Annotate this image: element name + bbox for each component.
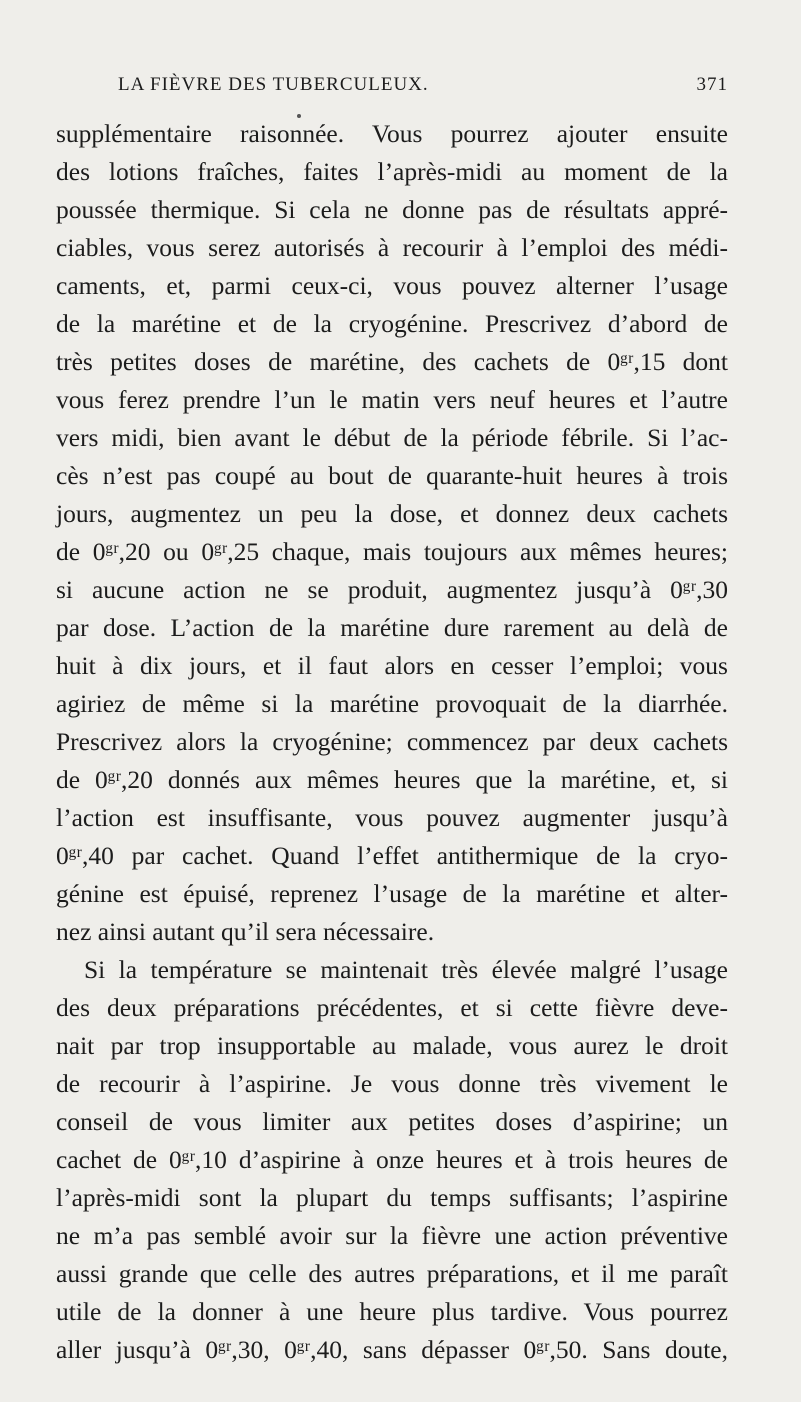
text-line: des deux préparations précédentes, et si cette fièvre deve- xyxy=(56,993,728,1022)
text-line: cachet de 0ᵍʳ,10 d’aspirine à onze heures et à trois heures de xyxy=(56,1145,728,1174)
text-line: caments, et, parmi ceux-ci, vous pouvez alterner l’usage xyxy=(56,271,728,300)
text-line: agiriez de même si la marétine provoquait de la diarrhée. xyxy=(56,689,728,718)
text-line: de 0ᵍʳ,20 donnés aux mêmes heures que la marétine, et, si xyxy=(56,765,728,794)
running-header xyxy=(118,74,728,104)
text-line: ne m’a pas semblé avoir sur la fièvre une action préventive xyxy=(56,1221,728,1250)
text-line: des lotions fraîches, faites l’après-midi au moment de la xyxy=(56,157,728,186)
text-line: génine est épuisé, reprenez l’usage de la marétine et alter- xyxy=(56,879,728,908)
text-line: huit à dix jours, et il faut alors en cesser l’emploi; vous xyxy=(56,651,728,680)
text-line: si aucune action ne se produit, augmentez jusqu’à 0ᵍʳ,30 xyxy=(56,575,728,604)
text-line: aller jusqu’à 0ᵍʳ,30, 0ᵍʳ,40, sans dépasser 0ᵍʳ,50. Sans doute, xyxy=(56,1335,728,1364)
text-line: ciables, vous serez autorisés à recourir à l’emploi des médi- xyxy=(56,233,728,262)
text-line: de la marétine et de la cryogénine. Prescrivez d’abord de xyxy=(56,309,728,338)
text-line: Prescrivez alors la cryogénine; commencez par deux cachets xyxy=(56,727,728,756)
text-line: très petites doses de marétine, des cachets de 0ᵍʳ,15 dont xyxy=(56,347,728,376)
text-line: Si la température se maintenait très élevée malgré l’usage xyxy=(84,955,728,984)
text-line: nait par trop insupportable au malade, vous aurez le droit xyxy=(56,1031,728,1060)
text-line: par dose. L’action de la marétine dure rarement au delà de xyxy=(56,613,728,642)
text-line: aussi grande que celle des autres préparations, et il me paraît xyxy=(56,1259,728,1288)
text-line: l’après-midi sont la plupart du temps suffisants; l’aspirine xyxy=(56,1183,728,1212)
text-line: supplémentaire raisonnée. Vous pourrez ajouter ensuite xyxy=(56,119,728,148)
text-line: nez ainsi autant qu’il sera nécessaire. xyxy=(56,917,435,946)
text-line: l’action est insuffisante, vous pouvez augmenter jusqu’à xyxy=(56,803,728,832)
text-line: utile de la donner à une heure plus tardive. Vous pourrez xyxy=(56,1297,728,1326)
text-line: 0ᵍʳ,40 par cachet. Quand l’effet antithermique de la cryo- xyxy=(56,841,728,870)
text-line: cès n’est pas coupé au bout de quarante-huit heures à trois xyxy=(56,461,728,490)
text-line: poussée thermique. Si cela ne donne pas de résultats appré- xyxy=(56,195,728,224)
text-line: de 0ᵍʳ,20 ou 0ᵍʳ,25 chaque, mais toujours aux mêmes heures; xyxy=(56,537,728,566)
page-number: 371 xyxy=(696,74,728,95)
text-line: jours, augmentez un peu la dose, et donnez deux cachets xyxy=(56,499,728,528)
text-line: vous ferez prendre l’un le matin vers neuf heures et l’autre xyxy=(56,385,728,414)
text-line: conseil de vous limiter aux petites doses d’aspirine; un xyxy=(56,1107,728,1136)
text-line: vers midi, bien avant le début de la période fébrile. Si l’ac- xyxy=(56,423,728,452)
text-line: de recourir à l’aspirine. Je vous donne très vivement le xyxy=(56,1069,728,1098)
running-title: LA FIÈVRE DES TUBERCULEUX. xyxy=(118,74,429,95)
